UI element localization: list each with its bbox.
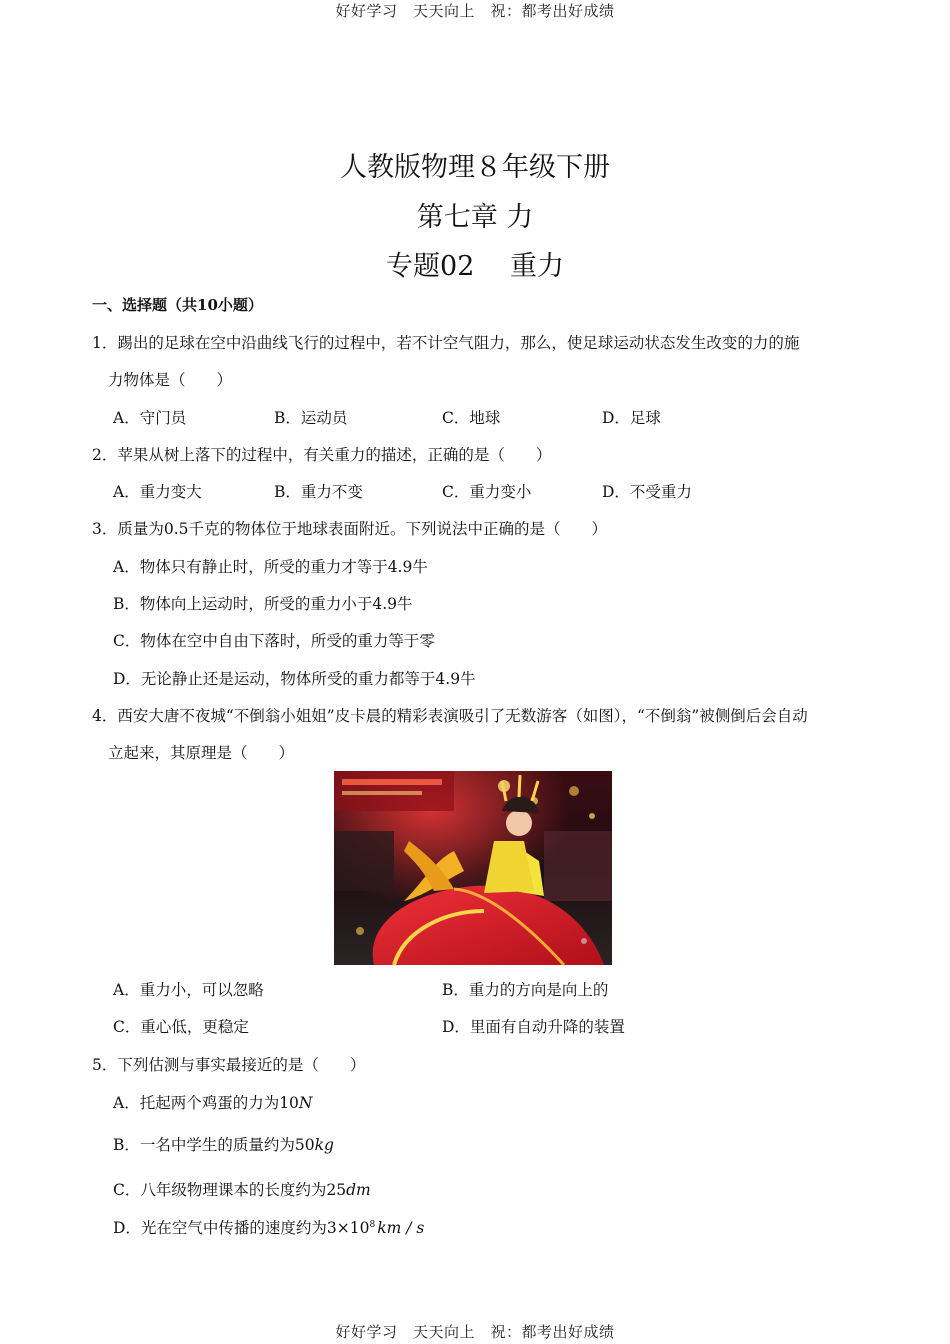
q2-option-c: C．重力变小 (442, 483, 532, 501)
q5-option-c-text: C．八年级物理课本的长度约为25 (113, 1181, 347, 1199)
q1-option-a: A．守门员 (113, 409, 187, 427)
q1-option-b: B．运动员 (274, 409, 348, 427)
q4-stem: 4．西安大唐不夜城“不倒翁小姐姐”皮卡晨的精彩表演吸引了无数游客（如图），“不倒翁”被侧倒后会自动 (92, 707, 808, 725)
q4-option-a: A．重力小，可以忽略 (113, 981, 264, 999)
q5-option-d (113, 1216, 424, 1238)
section-heading: 一、选择题（共10小题） (92, 296, 263, 314)
performer-photo (334, 771, 612, 965)
q4-option-c: C．重心低，更稳定 (113, 1018, 249, 1036)
q5-option-a (113, 1091, 312, 1113)
q5-option-b-unit: kg (314, 1136, 334, 1154)
q2-option-d: D．不受重力 (602, 483, 692, 501)
q1-option-c: C．地球 (442, 409, 501, 427)
chapter-title: 第七章 力 (416, 202, 534, 233)
q2-stem: 2．苹果从树上落下的过程中，有关重力的描述，正确的是（ ） (92, 446, 552, 464)
page-footer: 好好学习 天天向上 祝：都考出好成绩 (335, 1323, 615, 1341)
q2-option-b: B．重力不变 (274, 483, 363, 501)
q5-option-c (113, 1178, 371, 1200)
q5-option-b-text: B．一名中学生的质量约为50 (113, 1136, 315, 1154)
q5-option-d-exponent: 8 (369, 1219, 376, 1230)
q5-option-d-text: D．光在空气中传播的速度约为3×10 (113, 1219, 370, 1237)
q4-stem-cont: 立起来，其原理是（ ） (108, 744, 295, 762)
q1-stem-cont: 力物体是（ ） (108, 371, 233, 389)
q3-option-d: D．无论静止还是运动，物体所受的重力都等于4.9牛 (113, 670, 476, 688)
q1-option-d: D．足球 (602, 409, 661, 427)
q1-stem: 1．踢出的足球在空中沿曲线飞行的过程中，若不计空气阻力，那么，使足球运动状态发生改变的力的施 (92, 334, 800, 352)
q5-option-a-unit: N (298, 1094, 313, 1112)
page-header: 好好学习 天天向上 祝：都考出好成绩 (335, 2, 615, 20)
q2-option-a: A．重力变大 (113, 483, 202, 501)
q4-option-d: D．里面有自动升降的装置 (442, 1018, 625, 1036)
q5-stem: 5．下列估测与事实最接近的是（ ） (92, 1056, 366, 1074)
tumbler-performer-image (334, 771, 612, 965)
q3-option-c: C．物体在空中自由下落时，所受的重力等于零 (113, 632, 435, 650)
topic-title: 专题02 重力 (386, 251, 564, 282)
q3-option-a: A．物体只有静止时，所受的重力才等于4.9牛 (113, 558, 428, 576)
q3-stem: 3．质量为0.5千克的物体位于地球表面附近。下列说法中正确的是（ ） (92, 520, 608, 538)
doc-title: 人教版物理８年级下册 (340, 152, 610, 183)
q3-option-b: B．物体向上运动时，所受的重力小于4.9牛 (113, 595, 413, 613)
q4-option-b: B．重力的方向是向上的 (442, 981, 609, 999)
q5-option-c-unit: dm (346, 1181, 371, 1199)
q5-option-b (113, 1133, 334, 1155)
q5-option-d-unit: km / s (377, 1219, 425, 1237)
q5-option-a-text: A．托起两个鸡蛋的力为10 (113, 1094, 299, 1112)
